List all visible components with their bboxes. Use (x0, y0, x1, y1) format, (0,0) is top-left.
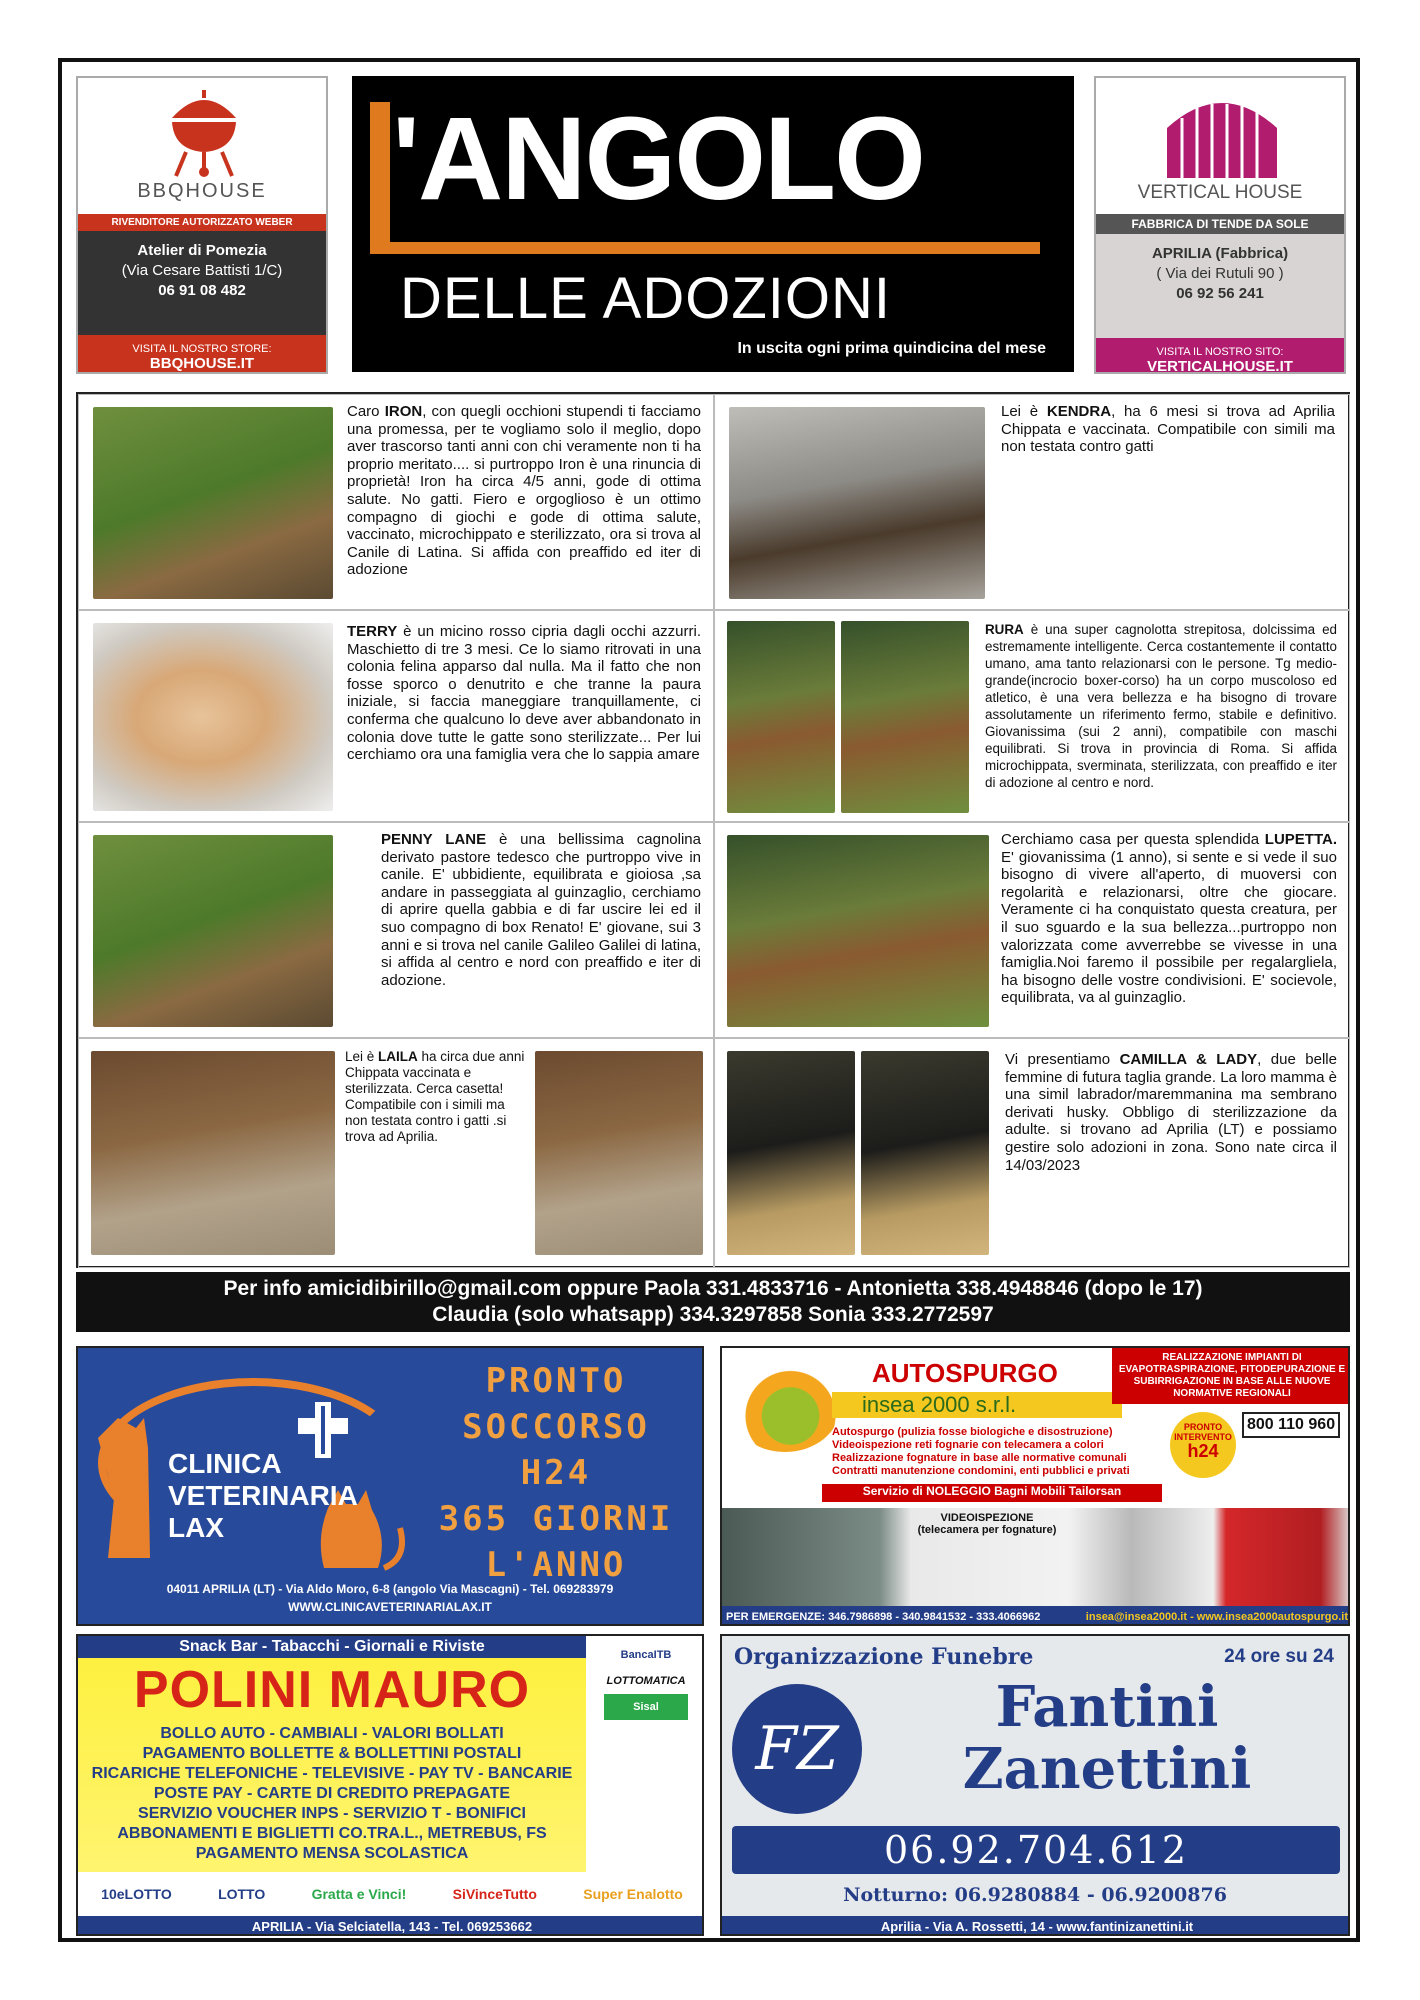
listing-iron (78, 394, 714, 610)
polini-service-item: POSTE PAY - CARTE DI CREDITO PREPAGATE (153, 1785, 511, 1802)
lotto-10e-logo: 10eLOTTO (101, 1886, 172, 1902)
insea-impianti: REALIZZAZIONE IMPIANTI DI EVAPOTRASPIRAZIONE, FITODEPURAZIONE E SUBIRRIGAZIONE IN BASE ALLE NUOVE NORMATIVE REGIONALI (1112, 1348, 1350, 1404)
insea-noleggio: Servizio di NOLEGGIO Bagni Mobili Tailorsan (822, 1484, 1162, 1502)
laila-photo-1 (91, 1051, 335, 1255)
lax-pronto-line: SOCCORSO (462, 1407, 650, 1447)
insea-services (832, 1426, 1162, 1478)
bbq-phone: 06 91 08 482 (158, 282, 246, 299)
kendra-pre: Lei è (1001, 403, 1047, 420)
insea-emergency: PER EMERGENZE: 346.7986898 - 340.9841532 - 333.4066962 (726, 1611, 1041, 1623)
lax-name-1: CLINICA (168, 1448, 282, 1479)
masthead (352, 76, 1074, 372)
listing-laila (78, 1038, 714, 1268)
polini-partner-logos (586, 1636, 704, 1872)
rura-text (985, 621, 1337, 791)
bbq-band: RIVENDITORE AUTORIZZATO WEBER (78, 214, 326, 231)
banca-itb-logo: BancaITB (620, 1649, 672, 1661)
iron-pre: Caro (347, 403, 385, 420)
lupetta-desc: E' giovanissima (1 anno), si sente e si vede il suo bisogno di vivere all'aperto, di muoversi con regolarità e relazionarsi, oltre che giocare. Veramente ci ha conquistato questa creatura, per il suo sguardo e la sua bellezza...purtroppo non valorizzata come avverrebbe se vivesse in una famiglia.Noi faremo il possibile per regalargliela, ha bisogno delle vostre condivisioni. E' socievole, equilibrata, va al guinzaglio. (1001, 848, 1337, 1007)
fz-name-1: Fantini (995, 1674, 1219, 1740)
lupetta-name: LUPETTA. (1264, 831, 1337, 848)
vh-band: FABBRICA DI TENDE DA SOLE (1096, 214, 1344, 234)
masthead-subtitle: DELLE ADOZIONI (400, 266, 892, 331)
terry-text (347, 623, 701, 764)
lax-pronto-soccorso (418, 1358, 694, 1588)
lax-address-block (78, 1580, 702, 1616)
fz-h24: 24 ore su 24 (1224, 1646, 1334, 1667)
polini-footer: APRILIA - Via Selciatella, 143 - Tel. 069253662 (78, 1916, 704, 1936)
vh-place: APRILIA (Fabbrica) (1151, 245, 1289, 262)
terry-name: TERRY (347, 623, 398, 640)
vh-phone: 06 92 56 241 (1176, 285, 1264, 302)
polini-service-item: BOLLO AUTO - CAMBIALI - VALORI BOLLATI (160, 1725, 504, 1742)
bbq-store: Atelier di Pomezia (137, 242, 267, 259)
iron-photo (93, 407, 333, 599)
fz-phone[interactable]: 06.92.704.612 (732, 1826, 1340, 1874)
lupetta-text (1001, 831, 1337, 1007)
superenalotto-logo: Super Enalotto (583, 1886, 683, 1902)
insea-contact-link[interactable]: insea@insea2000.it - www.insea2000autospurgo.it (1085, 1611, 1348, 1623)
gratta-vinci-logo: Gratta e Vinci! (311, 1886, 407, 1902)
camilla-photo (727, 1051, 855, 1255)
iron-text (347, 403, 701, 579)
lax-pronto-line: 365 GIORNI (438, 1499, 674, 1539)
fantini-zanettini-ad[interactable] (720, 1634, 1350, 1936)
terry-photo (93, 623, 333, 811)
verticalhouse-ad[interactable] (1094, 76, 1346, 374)
insea-service-item: Videoispezione reti fognarie con telecamera a colori (832, 1439, 1104, 1451)
polini-service-item: SERVIZIO VOUCHER INPS - SERVIZIO T - BONIFICI (138, 1805, 526, 1822)
penny-name: PENNY LANE (381, 831, 487, 848)
bbq-visit-label: VISITA IL NOSTRO STORE: (132, 343, 272, 355)
iron-desc: , con quegli occhioni stupendi ti facciamo una promessa, per te vogliamo solo il meglio, dopo aver trascorso tanti anni con chi veramente non ti ha proprio meritato.... si purtroppo Iron è una rinuncia di proprietà! Iron ha circa 4/5 anni, gode di ottima salute. No gatti. Fiero e orgoglioso è un ottimo compagno di giochi e gode di ottima salute, vaccinato, microchippato e sterilizzato, ora si trova al Canile di Latina. Si affida con preaffido ed iter di adozione (347, 403, 701, 579)
lax-name-3: LAX (168, 1512, 224, 1543)
bbq-brand: BBQHOUSE (137, 180, 267, 202)
polini-service-item: PAGAMENTO MENSA SCOLASTICA (195, 1845, 469, 1862)
kendra-text (1001, 403, 1335, 456)
contact-info-bar (76, 1272, 1350, 1332)
awning-icon (1157, 88, 1287, 178)
listing-rura (714, 610, 1350, 822)
sisal-logo: Sisal (604, 1694, 688, 1720)
insea-sun-logo (730, 1362, 840, 1452)
polini-bar: Snack Bar - Tabacchi - Giornali e Riviste (78, 1636, 586, 1658)
fz-monogram: FZ (732, 1684, 862, 1814)
vh-visit-label: VISITA IL NOSTRO SITO: (1156, 346, 1284, 358)
page-frame (58, 58, 1360, 1942)
iron-name: IRON (384, 403, 423, 420)
vh-site-link[interactable]: VERTICALHOUSE.IT (1147, 358, 1293, 374)
kendra-desc: , ha 6 mesi si trova ad Aprilia Chippata e vaccinata. Compatibile con simili ma non testata contro gatti (1001, 403, 1335, 456)
fz-org: Organizzazione Funebre (734, 1644, 1034, 1670)
laila-name: LAILA (378, 1049, 418, 1064)
polini-games (78, 1872, 704, 1916)
vh-info (1096, 234, 1344, 338)
lax-address: 04011 APRILIA (LT) - Via Aldo Moro, 6-8 (angolo Via Mascagni) - Tel. 069283979 (166, 1582, 614, 1596)
rura-photo-2 (841, 621, 969, 813)
insea-video-sub: (telecamera per fognature) (917, 1524, 1057, 1536)
camilla-text (1005, 1051, 1337, 1174)
lax-name-2: VETERINARIA (168, 1480, 358, 1511)
lax-pronto-line: H24 (520, 1453, 592, 1493)
sivincetutto-logo: SiVinceTutto (452, 1886, 537, 1902)
adoption-listings (76, 392, 1350, 1268)
fz-night-phones: Notturno: 06.9280884 - 06.9200876 (843, 1884, 1227, 1906)
masthead-tagline: In uscita ogni prima quindicina del mese (737, 340, 1046, 357)
fz-name (872, 1676, 1342, 1800)
terry-desc: è un micino rosso cipria dagli occhi azzurri. Maschietto di tre 3 mesi. Ce lo siamo ritrovati in una colonia felina apparso dal nulla. Ma il fatto che non fosse sporco o denutrito e che tranne la paura iniziale, si faccia maneggiare tranquillamente, ci conferma che qualcuno lo deve aver abbandonato in colonia dove tutte le gatte sono sterilizzate... Per lui cerchiamo ora una famiglia vera che lo sappia amare (347, 623, 701, 764)
insea-service-item: Autospurgo (pulizia fosse biologiche e disostruzione) (832, 1426, 1113, 1438)
clinica-lax-ad[interactable] (76, 1346, 704, 1626)
lotto-logo: LOTTO (218, 1886, 266, 1902)
polini-mauro-ad[interactable] (76, 1634, 704, 1936)
penny-desc: è una bellissima cagnolina derivato pastore tedesco che purtroppo vive in canile. E' ubbidiente, equilibrata e gioiosa ,sa andare in passeggiata al guinzaglio, cerchiamo di aprire quella gabbia e di far uscire lei ed il suo compagno di box Renato! E' giovane, sui 3 anni e si trova nel canile Galileo Galilei di latina, si affida al centro e nord con preaffido e iter di adozione. (381, 831, 701, 989)
polini-service-item: PAGAMENTO BOLLETTE & BOLLETTINI POSTALI (142, 1745, 522, 1762)
polini-title: POLINI MAURO (133, 1661, 531, 1719)
fz-footer: Aprilia - Via A. Rossetti, 14 - www.fantinizanettini.it (722, 1916, 1350, 1936)
polini-service-item: ABBONAMENTI E BIGLIETTI CO.TRA.L., METREBUS, FS (117, 1825, 547, 1842)
vh-visit[interactable] (1096, 338, 1344, 374)
listing-kendra (714, 394, 1350, 610)
insea-brand: insea 2000 s.r.l. (832, 1392, 1122, 1418)
insea-pronto-badge (1170, 1412, 1236, 1478)
lax-pronto-line: PRONTO (485, 1361, 627, 1401)
bbqhouse-ad[interactable] (76, 76, 328, 374)
masthead-underline (370, 242, 1040, 254)
penny-photo (93, 835, 333, 1027)
insea-video-title: VIDEOISPEZIONE (940, 1512, 1034, 1524)
bbq-visit[interactable] (78, 335, 326, 374)
polini-service-item: RICARICHE TELEFONICHE - TELEVISIVE - PAY TV - BANCARIE (91, 1765, 573, 1782)
insea-footer (722, 1606, 1350, 1626)
rura-photo-1 (727, 621, 835, 813)
grill-icon (164, 88, 244, 178)
insea-autospurgo-ad[interactable] (720, 1346, 1350, 1626)
insea-phone[interactable]: 800 110 960 (1242, 1412, 1340, 1438)
penny-text (381, 831, 701, 989)
lax-site-link[interactable]: WWW.CLINICAVETERINARIALAX.IT (288, 1600, 492, 1614)
listing-terry (78, 610, 714, 822)
rura-name: RURA (985, 622, 1024, 637)
lady-photo (861, 1051, 989, 1255)
insea-title: AUTOSPURGO (872, 1358, 1058, 1388)
contact-line-1: Per info amicidibirillo@gmail.com oppure Paola 331.4833716 - Antonietta 338.4948846 (dopo le 17) (223, 1277, 1203, 1300)
kendra-photo (729, 407, 985, 599)
insea-pronto-label: PRONTO INTERVENTO (1174, 1422, 1232, 1442)
listing-camilla-lady (714, 1038, 1350, 1268)
bbq-info (78, 231, 326, 335)
bbq-logo-area (78, 78, 326, 214)
masthead-l-mark (370, 102, 390, 242)
lupetta-pre: Cerchiamo casa per questa splendida (1001, 831, 1265, 848)
lax-logo (88, 1358, 418, 1578)
polini-services (78, 1724, 586, 1864)
lupetta-photo (727, 835, 989, 1027)
laila-text (345, 1049, 525, 1145)
lax-name (168, 1448, 358, 1544)
insea-h24: h24 (1187, 1441, 1219, 1461)
camilla-pre: Vi presentiamo (1005, 1051, 1120, 1068)
laila-photo-2 (535, 1051, 703, 1255)
fz-name-2: Zanettini (962, 1736, 1252, 1802)
listing-lupetta (714, 822, 1350, 1038)
vh-logo-area (1096, 78, 1344, 214)
vh-address: ( Via dei Rutuli 90 ) (1156, 265, 1284, 282)
lottomatica-logo: LOTTOMATICA (606, 1675, 686, 1687)
contact-line-2: Claudia (solo whatsapp) 334.3297858 Sonia 333.2772597 (432, 1303, 994, 1326)
rura-desc: è una super cagnolotta strepitosa, dolcissima ed estremamente intelligente. Cerca costantemente il contatto umano, ama tanto relazionarsi con le persone. Tg medio-grande(incrocio boxer-corso) ha un corpo muscoloso ed atletico, è una vera bellezza e ha bisogno di trovare assolutamente un riferimento fermo, stabile e definitivo. Giovanissima (sui 2 anni), compatibile con maschi equilibrati. Si trova in provincia di Roma. Si affida microchippata, sverminata, sterilizzata, con preaffido e iter di adozione al centro e nord. (985, 622, 1337, 790)
lax-pronto-line: L'ANNO (485, 1545, 627, 1585)
laila-pre: Lei è (345, 1049, 379, 1064)
camilla-desc: , due belle femmine di futura taglia grande. La loro mamma è una simil labrador/maremmanina ma sembrano derivati husky. Obbligo di sterilizzazione da adulte. si trovano ad Aprilia (LT) e possiamo gestire solo adozioni in zona. Sono nate circa il 14/03/2023 (1005, 1051, 1337, 1174)
laila-desc: ha circa due anni Chippata vaccinata e sterilizzata. Cerca casetta! Compatibile con i simili ma non testata contro i gatti .si trova ad Aprilia. (345, 1049, 525, 1144)
listing-penny-lane (78, 822, 714, 1038)
insea-video (912, 1512, 1062, 1536)
bbq-site-link[interactable]: BBQHOUSE.IT (149, 355, 255, 372)
bbq-address: (Via Cesare Battisti 1/C) (121, 262, 283, 279)
vh-brand: VERTICAL HOUSE (1137, 182, 1303, 203)
insea-service-item: Contratti manutenzione condomini, enti pubblici e privati (832, 1465, 1130, 1477)
masthead-title: 'ANGOLO (392, 93, 924, 225)
kendra-name: KENDRA (1046, 403, 1112, 420)
camilla-name: CAMILLA & LADY (1119, 1051, 1258, 1068)
insea-service-item: Realizzazione fognature in base alle normative comunali (832, 1452, 1127, 1464)
